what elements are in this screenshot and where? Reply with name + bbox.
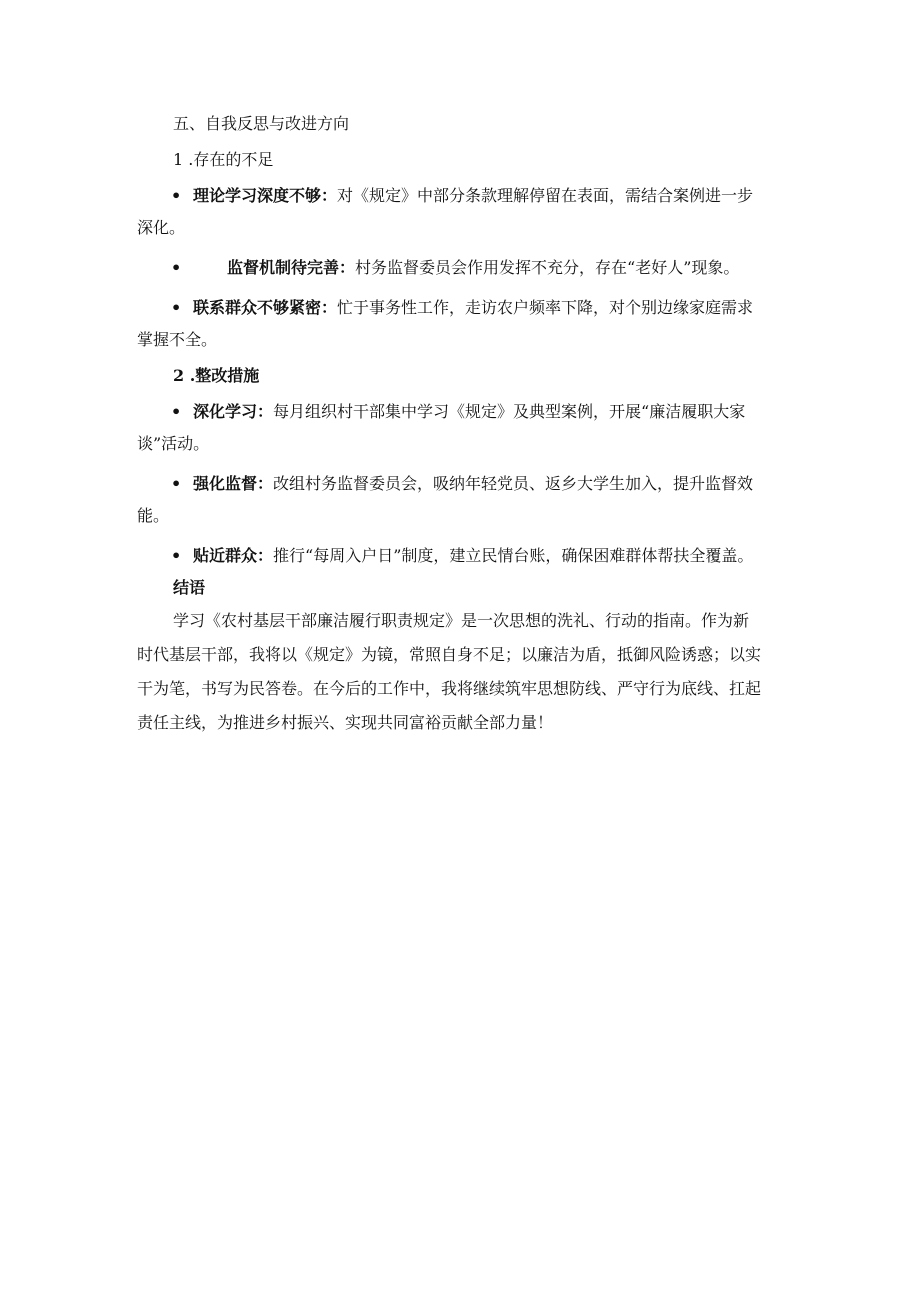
bullet-icon: • <box>171 258 182 277</box>
bullet-icon: • <box>171 186 182 205</box>
document-body <box>137 108 797 740</box>
item-label: 理论学习深度不够： <box>193 186 338 205</box>
item-label: 监督机制待完善： <box>227 258 356 277</box>
item-label: 强化监督： <box>193 474 274 493</box>
item-label: 贴近群众： <box>193 546 274 565</box>
item-text: 推行“每周入户日”制度，建立民情台账，确保困难群体帮扶全覆盖。 <box>273 546 754 565</box>
bullet-icon: • <box>171 474 182 493</box>
item-text: 村务监督委员会作用发挥不充分，存在“老好人”现象。 <box>355 258 740 277</box>
bullet-icon: • <box>171 546 182 565</box>
measure-item-1 <box>137 396 797 428</box>
bullet-icon: • <box>171 402 182 421</box>
conclusion-line-3: 干为笔，书写为民答卷。在今后的工作中，我将继续筑牢思想防线、严守行为底线、扛起 <box>137 679 762 698</box>
conclusion-line-4: 责任主线，为推进乡村振兴、实现共同富裕贡献全部力量！ <box>137 713 554 732</box>
conclusion-line-2: 时代基层干部，我将以《规定》为镜，常照自身不足；以廉洁为盾，抵御风险诱惑；以实 <box>137 645 762 664</box>
item-text-continued: 谈”活动。 <box>137 434 210 453</box>
item-text: 忙于事务性工作，走访农户频率下降，对个别边缘家庭需求 <box>337 298 754 317</box>
item-text-continued: 能。 <box>137 506 170 525</box>
item-text-continued: 深化。 <box>137 218 186 237</box>
shortcoming-item-3 <box>137 292 797 324</box>
conclusion-title: 结语 <box>173 578 206 597</box>
item-text: 对《规定》中部分条款理解停留在表面，需结合案例进一步 <box>337 186 754 205</box>
measure-item-2 <box>137 468 797 500</box>
shortcoming-item-1 <box>137 180 797 212</box>
item-text: 每月组织村干部集中学习《规定》及典型案例，开展“廉洁履职大家 <box>273 402 746 421</box>
item-text-continued: 掌握不全。 <box>137 330 218 349</box>
shortcoming-item-2 <box>137 252 797 284</box>
item-text: 改组村务监督委员会，吸纳年轻党员、返乡大学生加入，提升监督效 <box>273 474 754 493</box>
conclusion-line-1: 学习《农村基层干部廉洁履行职责规定》是一次思想的洗礼、行动的指南。作为新 <box>173 611 750 630</box>
shortcomings-title: 1 .存在的不足 <box>173 150 274 169</box>
item-label: 联系群众不够紧密： <box>193 298 338 317</box>
bullet-icon: • <box>171 298 182 317</box>
measure-item-3 <box>137 540 797 572</box>
item-label: 深化学习： <box>193 402 274 421</box>
measures-title: 2 .整改措施 <box>173 366 260 385</box>
section-heading: 五、自我反思与改进方向 <box>173 114 350 133</box>
